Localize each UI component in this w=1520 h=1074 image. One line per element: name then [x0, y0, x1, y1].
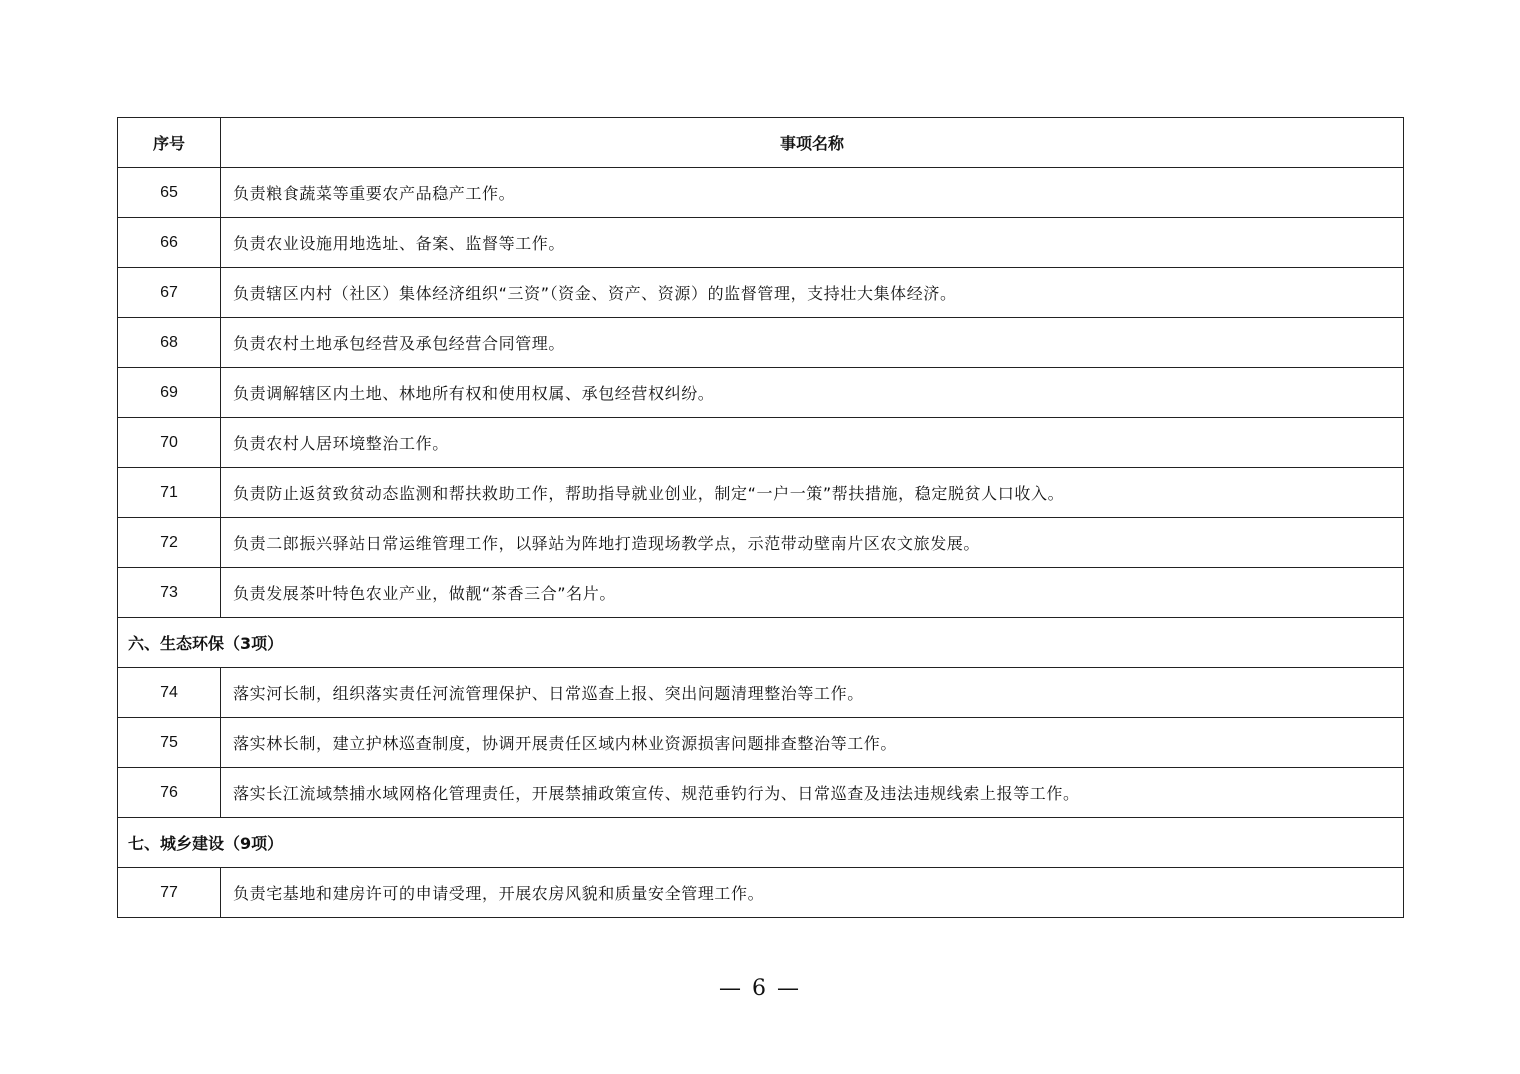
table-row [118, 518, 1404, 568]
row-item-text: 负责防止返贫致贫动态监测和帮扶救助工作，帮助指导就业创业，制定“一户一策”帮扶措施，稳定脱贫人口收入。 [221, 468, 1404, 518]
table-row [118, 668, 1404, 718]
row-item-text: 负责二郎振兴驿站日常运维管理工作，以驿站为阵地打造现场教学点，示范带动壁南片区农文旅发展。 [221, 518, 1404, 568]
table-row [118, 318, 1404, 368]
section-heading-urban-rural: 七、城乡建设（9项） [118, 818, 1404, 868]
items-table [117, 117, 1404, 918]
row-item-text: 落实林长制，建立护林巡查制度，协调开展责任区域内林业资源损害问题排查整治等工作。 [221, 718, 1404, 768]
row-number: 66 [118, 218, 221, 268]
table-row [118, 168, 1404, 218]
row-number: 69 [118, 368, 221, 418]
row-item-text: 负责农村人居环境整治工作。 [221, 418, 1404, 468]
row-item-text: 负责辖区内村（社区）集体经济组织“三资”（资金、资产、资源）的监督管理，支持壮大集体经济。 [221, 268, 1404, 318]
row-number: 71 [118, 468, 221, 518]
row-item-text: 落实河长制，组织落实责任河流管理保护、日常巡查上报、突出问题清理整治等工作。 [221, 668, 1404, 718]
row-number: 73 [118, 568, 221, 618]
row-item-text: 负责农村土地承包经营及承包经营合同管理。 [221, 318, 1404, 368]
table-row [118, 718, 1404, 768]
table-row [118, 568, 1404, 618]
row-item-text: 落实长江流域禁捕水域网格化管理责任，开展禁捕政策宣传、规范垂钓行为、日常巡查及违法违规线索上报等工作。 [221, 768, 1404, 818]
row-number: 65 [118, 168, 221, 218]
row-number: 77 [118, 868, 221, 918]
section-row [118, 618, 1404, 668]
table-row [118, 868, 1404, 918]
table-row [118, 268, 1404, 318]
row-item-text: 负责调解辖区内土地、林地所有权和使用权属、承包经营权纠纷。 [221, 368, 1404, 418]
row-number: 67 [118, 268, 221, 318]
row-item-text: 负责粮食蔬菜等重要农产品稳产工作。 [221, 168, 1404, 218]
header-number: 序号 [118, 118, 221, 168]
row-item-text: 负责农业设施用地选址、备案、监督等工作。 [221, 218, 1404, 268]
page-number: — 6 — [719, 976, 801, 1001]
section-heading-ecology: 六、生态环保（3项） [118, 618, 1404, 668]
row-number: 74 [118, 668, 221, 718]
table-row [118, 468, 1404, 518]
row-item-text: 负责发展茶叶特色农业产业，做靓“茶香三合”名片。 [221, 568, 1404, 618]
row-number: 68 [118, 318, 221, 368]
table-row [118, 418, 1404, 468]
row-item-text: 负责宅基地和建房许可的申请受理，开展农房风貌和质量安全管理工作。 [221, 868, 1404, 918]
row-number: 72 [118, 518, 221, 568]
row-number: 76 [118, 768, 221, 818]
table-header-row [118, 118, 1404, 168]
table-row [118, 218, 1404, 268]
row-number: 70 [118, 418, 221, 468]
header-item-name: 事项名称 [221, 118, 1404, 168]
table-row [118, 768, 1404, 818]
table-row [118, 368, 1404, 418]
row-number: 75 [118, 718, 221, 768]
section-row [118, 818, 1404, 868]
